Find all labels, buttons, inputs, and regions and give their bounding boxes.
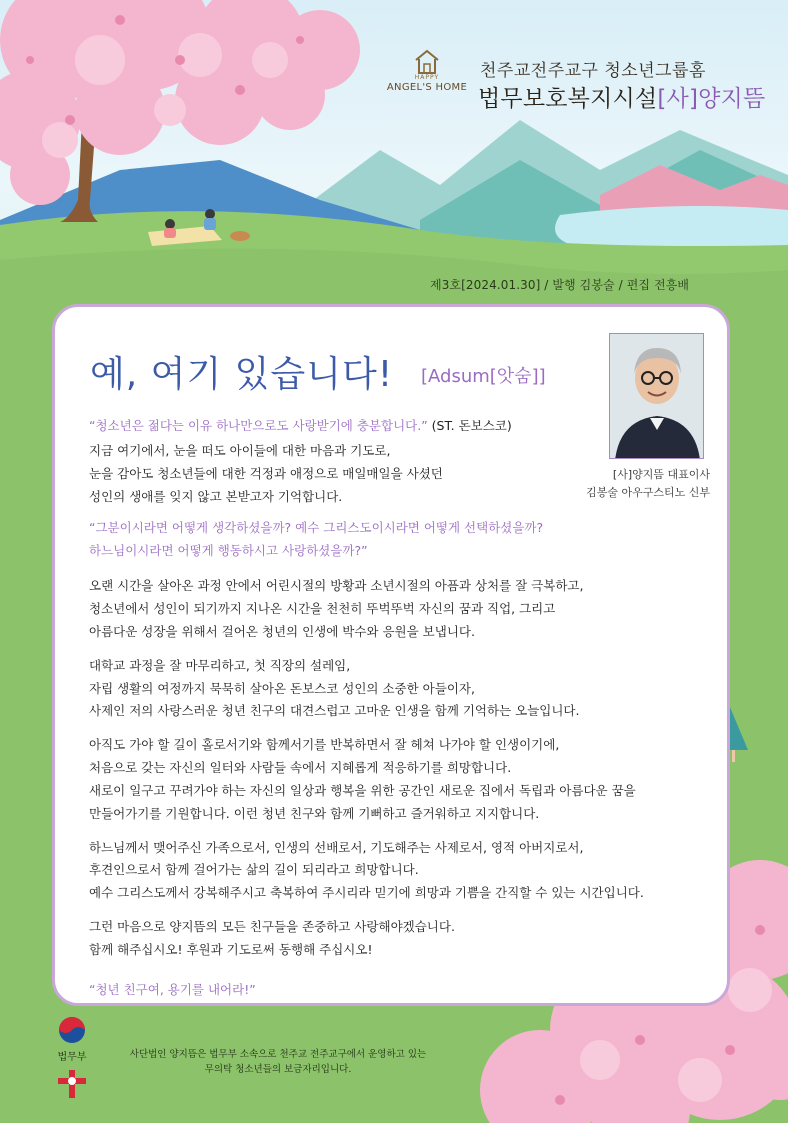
paragraph-1-line: 눈을 감아도 청소년들에 대한 걱정과 애정으로 매일매일을 사셨던 [89, 466, 443, 481]
issue-info: 제3호[2024.01.30] / 발행 김봉술 / 편집 전흥배 [430, 278, 690, 292]
paragraph-3-line: 사제인 저의 사랑스러운 청년 친구의 대견스럽고 고마운 인생을 함께 기억하는 오늘입니다. [89, 703, 580, 718]
paragraph-2-line: 아름다운 성장을 위해서 걸어온 청년의 인생에 박수와 응원을 보냅니다. [89, 624, 475, 639]
paragraph-3-line: 자립 생활의 여정까지 묵묵히 살아온 돈보스코 성인의 소중한 아들이자, [89, 681, 475, 696]
paragraph-1-line: 성인의 생애를 잊지 않고 본받고자 기억합니다. [89, 489, 343, 504]
quote-1-line [89, 416, 512, 434]
angels-home-logo [385, 48, 469, 93]
logo-name-text: ANGEL'S HOME [386, 82, 468, 93]
paragraph-4-line: 처음으로 갖는 자신의 일터와 사람들 속에서 지혜롭게 적응하기를 희망합니다. [89, 760, 512, 775]
paragraph-5-line: 후견인으로서 함께 걸어가는 삶의 길이 되리라고 희망합니다. [89, 862, 419, 877]
article-title: 예, 여기 있습니다! [90, 354, 394, 395]
ministry-label: 법무부 [57, 1052, 87, 1063]
article-title-sub: [Adsum[앗숨]] [421, 366, 546, 387]
portrait-caption-role: [사]양지뜸 대표이사 [612, 468, 710, 481]
paragraph-2-line: 오랜 시간을 살아온 과정 안에서 어린시절의 방황과 소년시절의 아픔과 상처를 잘 극복하고, [89, 578, 584, 593]
priest-portrait [609, 333, 704, 459]
house-icon [412, 48, 442, 76]
paragraph-5-line: 예수 그리스도께서 강복해주시고 축복하여 주시리라 믿기에 희망과 기쁨을 간직할 수 있는 시간입니다. [89, 885, 644, 900]
logo-happy-text: HAPPY [414, 74, 440, 81]
quote-1: “청소년은 젊다는 이유 하나만으로도 사랑받기에 충분합니다.” [89, 418, 428, 433]
caritas-cross-icon [56, 1068, 88, 1100]
portrait-illustration [610, 334, 704, 459]
paragraph-6-line: 그런 마음으로 양지뜸의 모든 친구들을 존중하고 사랑해야겠습니다. [89, 919, 455, 934]
org-line-2-main: 법무보호복지시설 [478, 86, 658, 112]
quote-2-line: “그분이시라면 어떻게 생각하셨을까? 예수 그리스도이시라면 어떻게 선택하셨을까? [89, 520, 544, 535]
org-line-2 [478, 80, 765, 113]
paragraph-4-line: 아직도 가야 할 길이 홀로서기와 함께서기를 반복하면서 잘 헤쳐 나가야 할 인생이기에, [89, 737, 560, 752]
org-line-2-accent: [사]양지뜸 [657, 86, 766, 112]
paragraph-4-line: 만들어가기를 기원합니다. 이런 청년 친구와 함께 기뻐하고 즐거워하고 지지합니다. [89, 806, 540, 821]
portrait-caption-name: 김봉술 아우구스티노 신부 [586, 486, 710, 499]
paragraph-6-line: 함께 해주십시오! 후원과 기도로써 동행해 주십시오! [89, 942, 373, 957]
org-line-1: 천주교전주교구 청소년그룹홈 [480, 61, 706, 81]
ministry-emblem-icon [58, 1016, 86, 1044]
paragraph-3-line: 대학교 과정을 잘 마무리하고, 첫 직장의 설레임, [89, 658, 351, 673]
footer-line-2: 무의탁 청소년들의 보금자리입니다. [204, 1064, 352, 1075]
paragraph-1-line: 지금 여기에서, 눈을 떠도 아이들에 대한 마음과 기도로, [89, 443, 391, 458]
paragraph-5-line: 하느님께서 맺어주신 가족으로서, 인생의 선배로서, 기도해주는 사제로서, 영적 아버지로서, [89, 840, 584, 855]
paragraph-4-line: 새로이 일구고 꾸려가야 하는 자신의 일상과 행복을 위한 공간인 새로운 집에서 독립과 아름다운 꿈을 [89, 783, 636, 798]
quote-2-line: 하느님이시라면 어떻게 행동하시고 사랑하셨을까?” [89, 543, 368, 558]
quote-3: “청년 친구여, 용기를 내어라!” [89, 982, 256, 997]
footer-line-1: 사단법인 양지뜸은 법무부 소속으로 천주교 전주교구에서 운영하고 있는 [129, 1049, 427, 1060]
paragraph-2-line: 청소년에서 성인이 되기까지 지나온 시간을 천천히 뚜벅뚜벅 자신의 꿈과 직업, 그리고 [89, 601, 556, 616]
quote-1-source: (ST. 돈보스코) [431, 418, 512, 433]
